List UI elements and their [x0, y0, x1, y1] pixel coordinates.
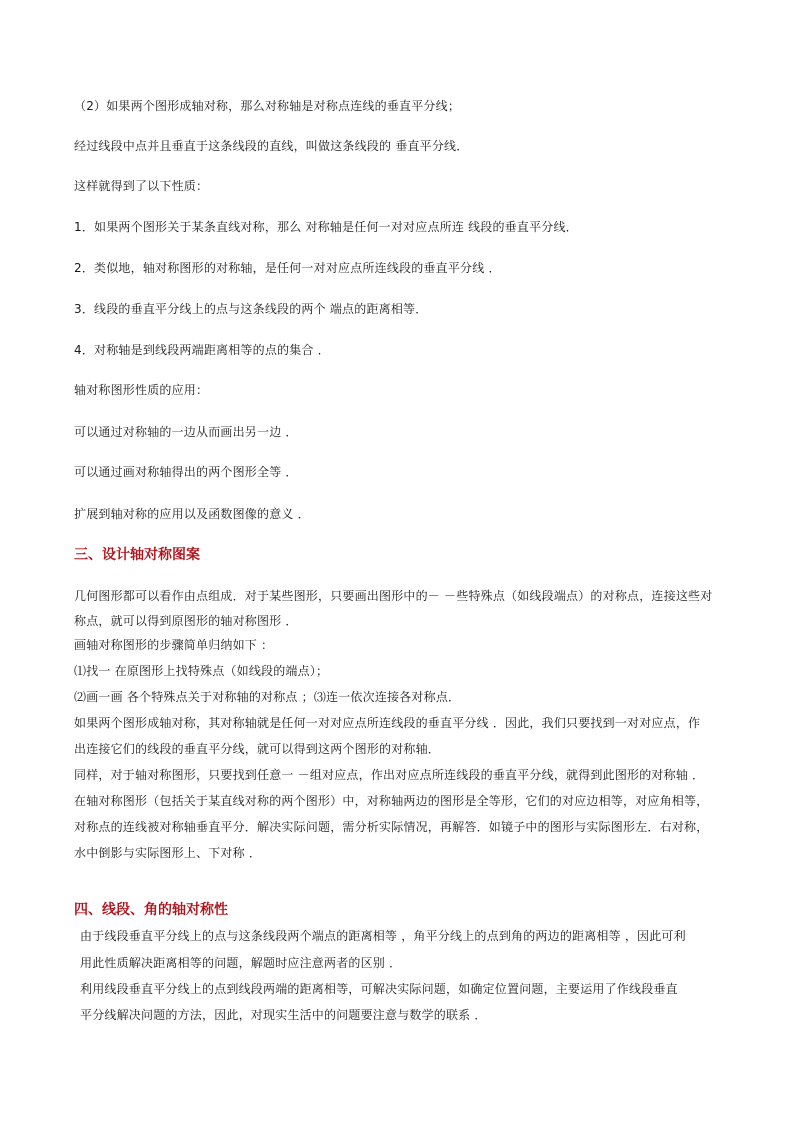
text-line: 平分线解决问题的方法，因此，对现实生活中的问题要注意与数学的联系 ．	[80, 1008, 487, 1022]
text-line: ⑴找一 在原图形上找特殊点（如线段的端点）；	[74, 664, 329, 678]
text-line: 经过线段中点并且垂直于这条线段的直线，叫做这条线段的 垂直平分线．	[74, 139, 469, 153]
text-line: 扩展到轴对称的应用以及函数图像的意义 ．	[74, 507, 310, 521]
text-line: 4．对称轴是到线段两端距离相等的点的集合 ．	[74, 343, 330, 357]
text-line: 在轴对称图形（包括关于某直线对称的两个图形）中，对称轴两边的图形是全等形，它们的对应边相等，对应角相等，	[74, 794, 709, 808]
text-line: 利用线段垂直平分线上的点到线段两端的距离相等，可解决实际问题，如确定位置问题，主要运用了作线段垂直	[80, 982, 678, 996]
text-line: 可以通过对称轴的一边从而画出另一边 ．	[74, 425, 298, 439]
text-line: 画轴对称图形的步骤简单归纳如下 ：	[74, 638, 274, 652]
text-line: 称点，就可以得到原图形的轴对称图形 ．	[74, 614, 298, 628]
section-heading: 四、线段、角的轴对称性	[74, 902, 228, 918]
text-line: 用此性质解决距离相等的问题，解题时应注意两者的区别 ．	[80, 956, 402, 970]
section-heading: 三、设计轴对称图案	[74, 547, 200, 563]
text-line: 轴对称图形性质的应用：	[74, 383, 209, 397]
text-line: 对称点的连线被对称轴垂直平分．解决实际问题，需分析实际情况，再解答．如镜子中的图形与实际图形左．右对称，	[74, 820, 709, 834]
text-line: 如果两个图形成轴对称，其对称轴就是任何一对对应点所连线段的垂直平分线 ．因此，我们只要找到一对对应点，作	[74, 716, 701, 730]
text-line: 出连接它们的线段的垂直平分线，就可以得到这两个图形的对称轴．	[74, 742, 441, 756]
text-line: ⑵画一画 各个特殊点关于对称轴的对称点 ；⑶连一依次连接各对称点．	[74, 690, 461, 704]
text-line: （2）如果两个图形成轴对称，那么对称轴是对称点连线的垂直平分线；	[74, 99, 461, 113]
text-line: 3．线段的垂直平分线上的点与这条线段的两个 端点的距离相等．	[74, 302, 428, 316]
text-line: 同样，对于轴对称图形，只要找到任意一 －组对应点，作出对应点所连线段的垂直平分线，就得到此图形的对称轴 ．	[74, 768, 705, 782]
text-line: 2．类似地，轴对称图形的对称轴，是任何一对对应点所连线段的垂直平分线 ．	[74, 261, 501, 275]
text-line: 几何图形都可以看作由点组成．对于某些图形，只要画出图形中的－ －些特殊点（如线段端点）的对称点，连接这些对	[74, 589, 713, 603]
text-line: 这样就得到了以下性质：	[74, 179, 209, 193]
text-line: 水中倒影与实际图形上、下对称 ．	[74, 846, 262, 860]
text-line: 由于线段垂直平分线上的点与这条线段两个端点的距离相等 ，角平分线上的点到角的两边的距离相等 ，因此可利	[80, 929, 686, 943]
text-line: 可以通过画对称轴得出的两个图形全等 ．	[74, 465, 298, 479]
text-line: 1．如果两个图形关于某条直线对称，那么 对称轴是任何一对对应点所连 线段的垂直平分线．	[74, 220, 578, 234]
